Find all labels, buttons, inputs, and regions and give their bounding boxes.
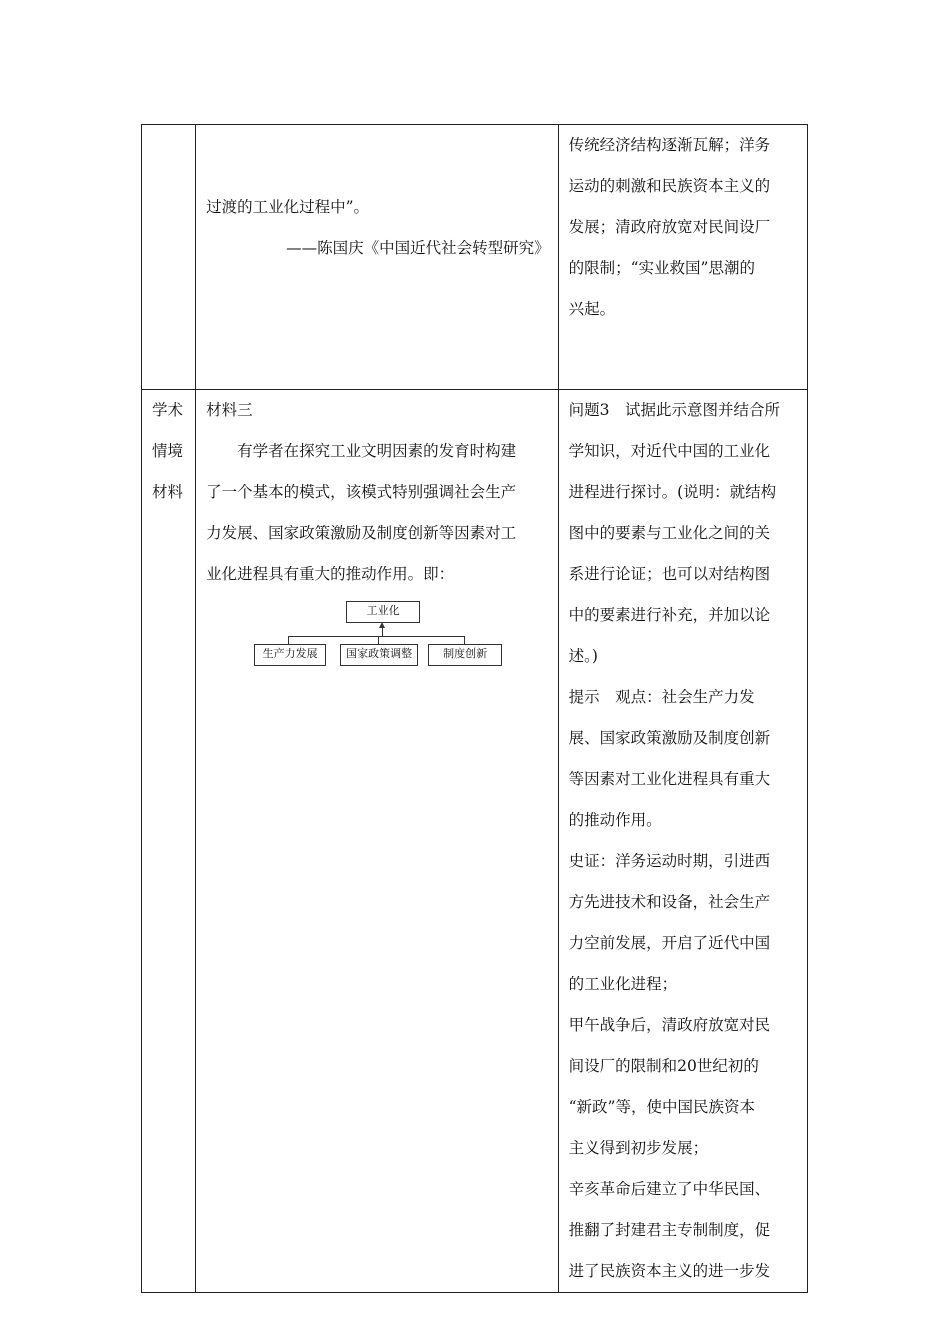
row1-material-cell — [196, 125, 559, 390]
answer-line: 间设厂的限制和20世纪初的 — [568, 1057, 759, 1075]
answer-line: 的推动作用。 — [568, 811, 662, 829]
answer-line: 图中的要素与工业化之间的关 — [568, 524, 771, 542]
label-line: 情境 — [152, 442, 184, 460]
table-row — [142, 390, 808, 1293]
answer-line: 力空前发展，开启了近代中国 — [568, 934, 771, 952]
answer-line: 系进行论证；也可以对结构图 — [568, 565, 771, 583]
structure-diagram — [254, 601, 504, 671]
answer-line: 中的要素进行补充，并加以论 — [568, 606, 771, 624]
answer-line: 发展；清政府放宽对民间设厂 — [568, 218, 771, 236]
diagram-bottom-box: 国家政策调整 — [340, 644, 418, 666]
answer-line: 甲午战争后，清政府放宽对民 — [568, 1016, 771, 1034]
connector-line — [288, 636, 464, 637]
answer-line: 兴起。 — [568, 300, 616, 318]
material-title: 材料三 — [206, 401, 253, 419]
diagram-bottom-box: 制度创新 — [428, 644, 502, 666]
row1-answer-cell — [558, 125, 807, 390]
answer-line: 传统经济结构逐渐瓦解；洋务 — [568, 136, 771, 154]
label-line: 学术 — [152, 401, 184, 419]
connector-line — [464, 636, 465, 644]
answer-line: 推翻了封建君主专制制度，促 — [568, 1221, 771, 1239]
answer-line: 方先进技术和设备，社会生产 — [568, 893, 771, 911]
answer-line: 辛亥革命后建立了中华民国、 — [568, 1180, 771, 1198]
answer-line: 主义得到初步发展； — [568, 1139, 709, 1157]
answer-line: 进程进行探讨。(说明：就结构 — [568, 483, 777, 501]
answer-line: 问题3 试据此示意图并结合所 — [568, 401, 780, 419]
diagram-top-box: 工业化 — [346, 601, 420, 623]
label-line: 材料 — [152, 483, 184, 501]
material-line: 了一个基本的模式，该模式特别强调社会生产 — [206, 483, 517, 501]
row2-answer-cell — [558, 390, 807, 1293]
connector-line — [288, 636, 289, 644]
answer-line: 展、国家政策激励及制度创新 — [568, 729, 771, 747]
row2-label-cell — [142, 390, 196, 1293]
row1-label-cell — [142, 125, 196, 390]
answer-line: 运动的刺激和民族资本主义的 — [568, 177, 771, 195]
table-row — [142, 125, 808, 390]
answer-line: 等因素对工业化进程具有重大 — [568, 770, 771, 788]
material-line: 力发展、国家政策激励及制度创新等因素对工 — [206, 524, 517, 542]
connector-line — [382, 627, 383, 636]
content-table — [141, 124, 808, 1293]
answer-line: “新政”等，使中国民族资本 — [568, 1098, 755, 1116]
answer-line: 的工业化进程； — [568, 975, 678, 993]
answer-line: 进了民族资本主义的进一步发 — [568, 1262, 771, 1280]
answer-line: 述。) — [568, 647, 598, 665]
row2-material-cell — [196, 390, 559, 1293]
answer-line: 史证：洋务运动时期，引进西 — [568, 852, 771, 870]
material-source: ——陈国庆《中国近代社会转型研究》 — [286, 239, 550, 257]
diagram-bottom-box: 生产力发展 — [254, 644, 326, 666]
material-line: 有学者在探究工业文明因素的发育时构建 — [237, 442, 517, 460]
material-line: 过渡的工业化过程中”。 — [206, 198, 370, 216]
connector-line — [378, 636, 379, 644]
answer-line: 的限制；“实业救国”思潮的 — [568, 259, 755, 277]
material-line: 业化进程具有重大的推动作用。即： — [206, 565, 455, 583]
answer-line: 提示 观点：社会生产力发 — [568, 688, 755, 706]
answer-line: 学知识，对近代中国的工业化 — [568, 442, 771, 460]
